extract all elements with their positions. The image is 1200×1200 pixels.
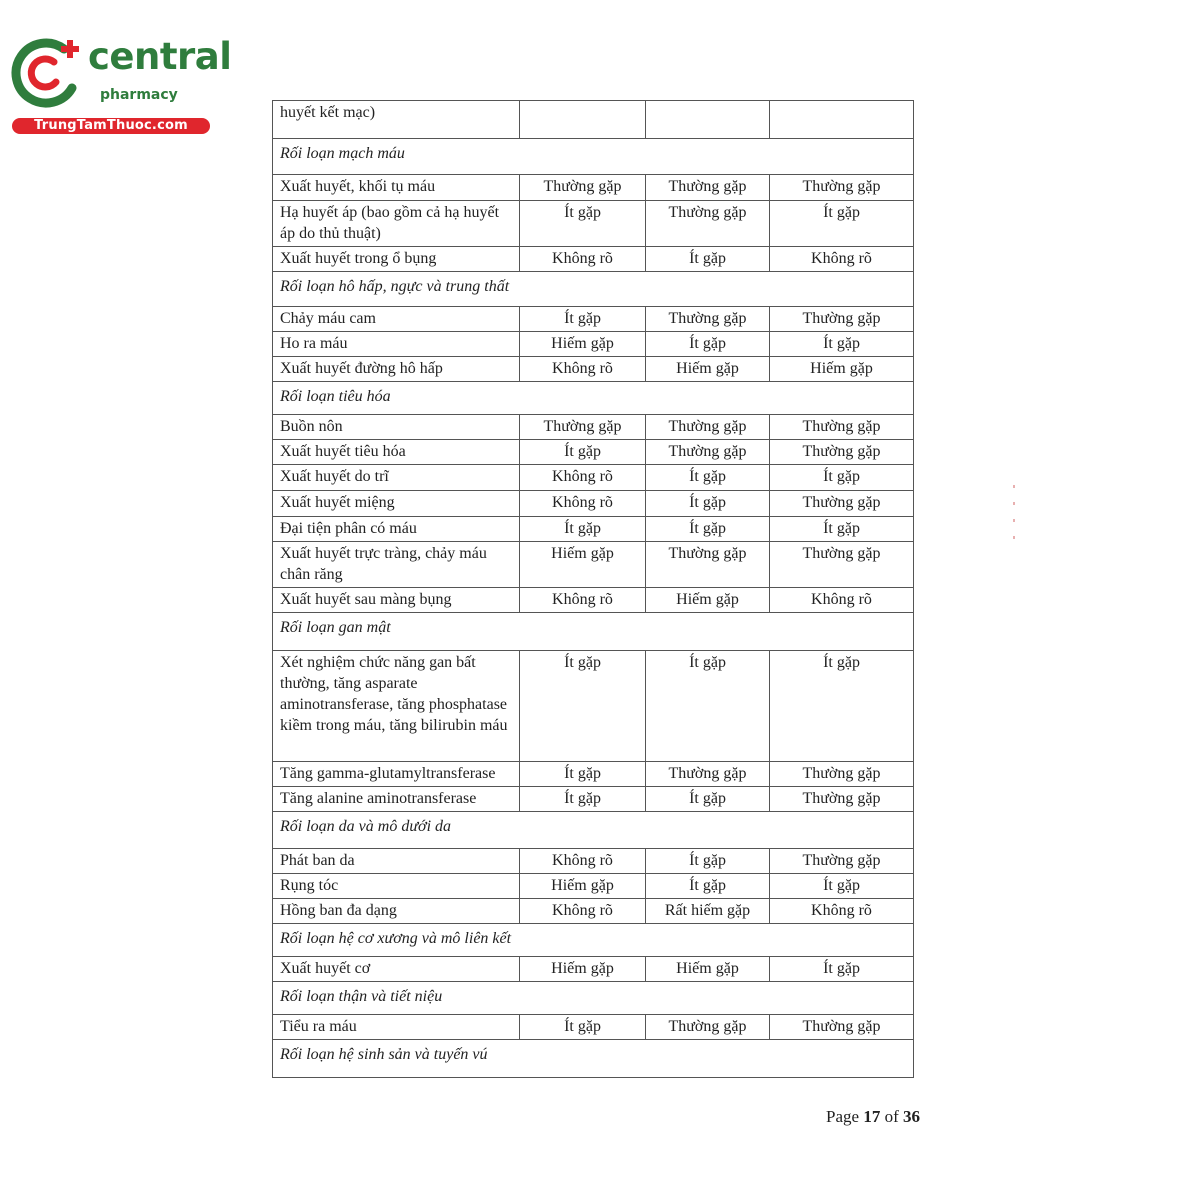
effect-label: Xuất huyết miệng bbox=[273, 491, 520, 517]
frequency-cell: Thường gặp bbox=[770, 787, 914, 812]
frequency-cell: Thường gặp bbox=[520, 175, 646, 201]
frequency-cell: Thường gặp bbox=[770, 307, 914, 332]
frequency-cell: Hiếm gặp bbox=[520, 874, 646, 899]
frequency-cell bbox=[770, 101, 914, 139]
frequency-cell: Không rõ bbox=[770, 588, 914, 613]
frequency-cell: Thường gặp bbox=[520, 415, 646, 440]
effect-label: Xét nghiệm chức năng gan bất thường, tăng asparate aminotransferase, tăng phosphatase kiềm trong máu, tăng bilirubin máu bbox=[273, 651, 520, 762]
page-number bbox=[826, 1107, 920, 1127]
category-label: Rối loạn hô hấp, ngực và trung thất bbox=[273, 272, 914, 307]
brand-subtitle: pharmacy bbox=[100, 87, 178, 103]
effect-label: huyết kết mạc) bbox=[273, 101, 520, 139]
table-row bbox=[273, 517, 914, 542]
frequency-cell: Thường gặp bbox=[646, 307, 770, 332]
frequency-cell: Ít gặp bbox=[770, 651, 914, 762]
category-label: Rối loạn gan mật bbox=[273, 613, 914, 651]
frequency-cell: Thường gặp bbox=[770, 1015, 914, 1040]
frequency-cell: Thường gặp bbox=[770, 542, 914, 588]
category-row bbox=[273, 924, 914, 957]
frequency-cell: Ít gặp bbox=[520, 201, 646, 247]
frequency-cell: Thường gặp bbox=[646, 415, 770, 440]
table-row bbox=[273, 201, 914, 247]
frequency-cell: Thường gặp bbox=[646, 440, 770, 465]
table-row bbox=[273, 175, 914, 201]
frequency-cell: Không rõ bbox=[520, 849, 646, 874]
table-row bbox=[273, 849, 914, 874]
page-current: 17 bbox=[863, 1107, 881, 1126]
frequency-cell: Ít gặp bbox=[770, 874, 914, 899]
frequency-cell: Hiếm gặp bbox=[646, 588, 770, 613]
pharmacy-cross-icon bbox=[10, 36, 90, 114]
frequency-cell: Rất hiếm gặp bbox=[646, 899, 770, 924]
effect-label: Xuất huyết sau màng bụng bbox=[273, 588, 520, 613]
frequency-cell: Không rõ bbox=[770, 247, 914, 272]
frequency-cell: Hiếm gặp bbox=[770, 357, 914, 382]
frequency-cell: Ít gặp bbox=[520, 440, 646, 465]
effect-label: Rụng tóc bbox=[273, 874, 520, 899]
page-of: of bbox=[884, 1107, 899, 1126]
effect-label: Xuất huyết trực tràng, chảy máu chân răng bbox=[273, 542, 520, 588]
table-row bbox=[273, 247, 914, 272]
category-label: Rối loạn hệ sinh sản và tuyến vú bbox=[273, 1040, 914, 1078]
table-row bbox=[273, 762, 914, 787]
table-row bbox=[273, 491, 914, 517]
brand-website: TrungTamThuoc.com bbox=[12, 118, 210, 134]
frequency-cell: Thường gặp bbox=[770, 491, 914, 517]
frequency-cell: Không rõ bbox=[520, 465, 646, 491]
frequency-cell: Không rõ bbox=[520, 357, 646, 382]
table-row bbox=[273, 899, 914, 924]
table-row bbox=[273, 957, 914, 982]
frequency-cell: Thường gặp bbox=[770, 849, 914, 874]
scan-marks bbox=[1013, 485, 1016, 551]
category-label: Rối loạn thận và tiết niệu bbox=[273, 982, 914, 1015]
brand-logo bbox=[10, 35, 232, 136]
category-label: Rối loạn da và mô dưới da bbox=[273, 812, 914, 849]
category-row bbox=[273, 139, 914, 175]
frequency-cell: Ít gặp bbox=[646, 849, 770, 874]
frequency-cell: Thường gặp bbox=[646, 1015, 770, 1040]
frequency-cell: Không rõ bbox=[520, 491, 646, 517]
table-row bbox=[273, 332, 914, 357]
frequency-cell: Thường gặp bbox=[770, 415, 914, 440]
frequency-cell: Ít gặp bbox=[646, 465, 770, 491]
effect-label: Xuất huyết đường hô hấp bbox=[273, 357, 520, 382]
brand-name: central bbox=[88, 35, 232, 78]
frequency-cell: Ít gặp bbox=[520, 787, 646, 812]
frequency-cell: Ít gặp bbox=[646, 651, 770, 762]
category-row bbox=[273, 613, 914, 651]
effect-label: Đại tiện phân có máu bbox=[273, 517, 520, 542]
category-label: Rối loạn mạch máu bbox=[273, 139, 914, 175]
frequency-cell: Hiếm gặp bbox=[520, 957, 646, 982]
effect-label: Ho ra máu bbox=[273, 332, 520, 357]
frequency-cell: Ít gặp bbox=[520, 1015, 646, 1040]
category-row bbox=[273, 382, 914, 415]
frequency-cell: Ít gặp bbox=[770, 332, 914, 357]
table-row bbox=[273, 787, 914, 812]
table-row bbox=[273, 651, 914, 762]
frequency-cell: Thường gặp bbox=[646, 762, 770, 787]
table-row bbox=[273, 440, 914, 465]
table-row bbox=[273, 101, 914, 139]
table-row bbox=[273, 588, 914, 613]
effect-label: Buồn nôn bbox=[273, 415, 520, 440]
frequency-cell: Ít gặp bbox=[520, 307, 646, 332]
frequency-cell: Không rõ bbox=[520, 899, 646, 924]
frequency-cell bbox=[520, 101, 646, 139]
page-prefix: Page bbox=[826, 1107, 860, 1126]
category-row bbox=[273, 982, 914, 1015]
page-total: 36 bbox=[903, 1107, 920, 1126]
effect-label: Xuất huyết do trĩ bbox=[273, 465, 520, 491]
frequency-cell: Ít gặp bbox=[770, 957, 914, 982]
category-row bbox=[273, 1040, 914, 1078]
frequency-cell: Ít gặp bbox=[646, 874, 770, 899]
frequency-cell bbox=[646, 101, 770, 139]
effect-label: Xuất huyết cơ bbox=[273, 957, 520, 982]
frequency-cell: Hiếm gặp bbox=[646, 957, 770, 982]
table-row bbox=[273, 415, 914, 440]
frequency-cell: Ít gặp bbox=[770, 201, 914, 247]
table-row bbox=[273, 542, 914, 588]
frequency-cell: Không rõ bbox=[520, 588, 646, 613]
frequency-cell: Ít gặp bbox=[520, 517, 646, 542]
frequency-cell: Ít gặp bbox=[770, 517, 914, 542]
effect-label: Xuất huyết, khối tụ máu bbox=[273, 175, 520, 201]
frequency-cell: Ít gặp bbox=[646, 787, 770, 812]
effect-label: Xuất huyết tiêu hóa bbox=[273, 440, 520, 465]
effect-label: Hạ huyết áp (bao gồm cả hạ huyết áp do thủ thuật) bbox=[273, 201, 520, 247]
effect-label: Chảy máu cam bbox=[273, 307, 520, 332]
frequency-cell: Không rõ bbox=[520, 247, 646, 272]
frequency-cell: Ít gặp bbox=[520, 651, 646, 762]
table-row bbox=[273, 465, 914, 491]
frequency-cell: Ít gặp bbox=[646, 332, 770, 357]
frequency-cell: Không rõ bbox=[770, 899, 914, 924]
effect-label: Tăng alanine aminotransferase bbox=[273, 787, 520, 812]
table-row bbox=[273, 1015, 914, 1040]
frequency-cell: Thường gặp bbox=[646, 175, 770, 201]
table-row bbox=[273, 307, 914, 332]
effect-label: Tăng gamma-glutamyltransferase bbox=[273, 762, 520, 787]
effect-label: Phát ban da bbox=[273, 849, 520, 874]
frequency-cell: Ít gặp bbox=[646, 517, 770, 542]
adverse-effects-table bbox=[272, 100, 914, 1078]
frequency-cell: Hiếm gặp bbox=[646, 357, 770, 382]
table-row bbox=[273, 357, 914, 382]
frequency-cell: Thường gặp bbox=[770, 175, 914, 201]
frequency-cell: Thường gặp bbox=[770, 762, 914, 787]
category-label: Rối loạn tiêu hóa bbox=[273, 382, 914, 415]
frequency-cell: Thường gặp bbox=[646, 542, 770, 588]
effect-label: Xuất huyết trong ổ bụng bbox=[273, 247, 520, 272]
effect-label: Tiểu ra máu bbox=[273, 1015, 520, 1040]
table-body bbox=[273, 101, 914, 1078]
effect-label: Hồng ban đa dạng bbox=[273, 899, 520, 924]
category-label: Rối loạn hệ cơ xương và mô liên kết bbox=[273, 924, 914, 957]
category-row bbox=[273, 272, 914, 307]
frequency-cell: Thường gặp bbox=[770, 440, 914, 465]
category-row bbox=[273, 812, 914, 849]
table-row bbox=[273, 874, 914, 899]
frequency-cell: Ít gặp bbox=[646, 247, 770, 272]
frequency-cell: Hiếm gặp bbox=[520, 332, 646, 357]
frequency-cell: Thường gặp bbox=[646, 201, 770, 247]
frequency-cell: Hiếm gặp bbox=[520, 542, 646, 588]
frequency-cell: Ít gặp bbox=[770, 465, 914, 491]
frequency-cell: Ít gặp bbox=[520, 762, 646, 787]
frequency-cell: Ít gặp bbox=[646, 491, 770, 517]
